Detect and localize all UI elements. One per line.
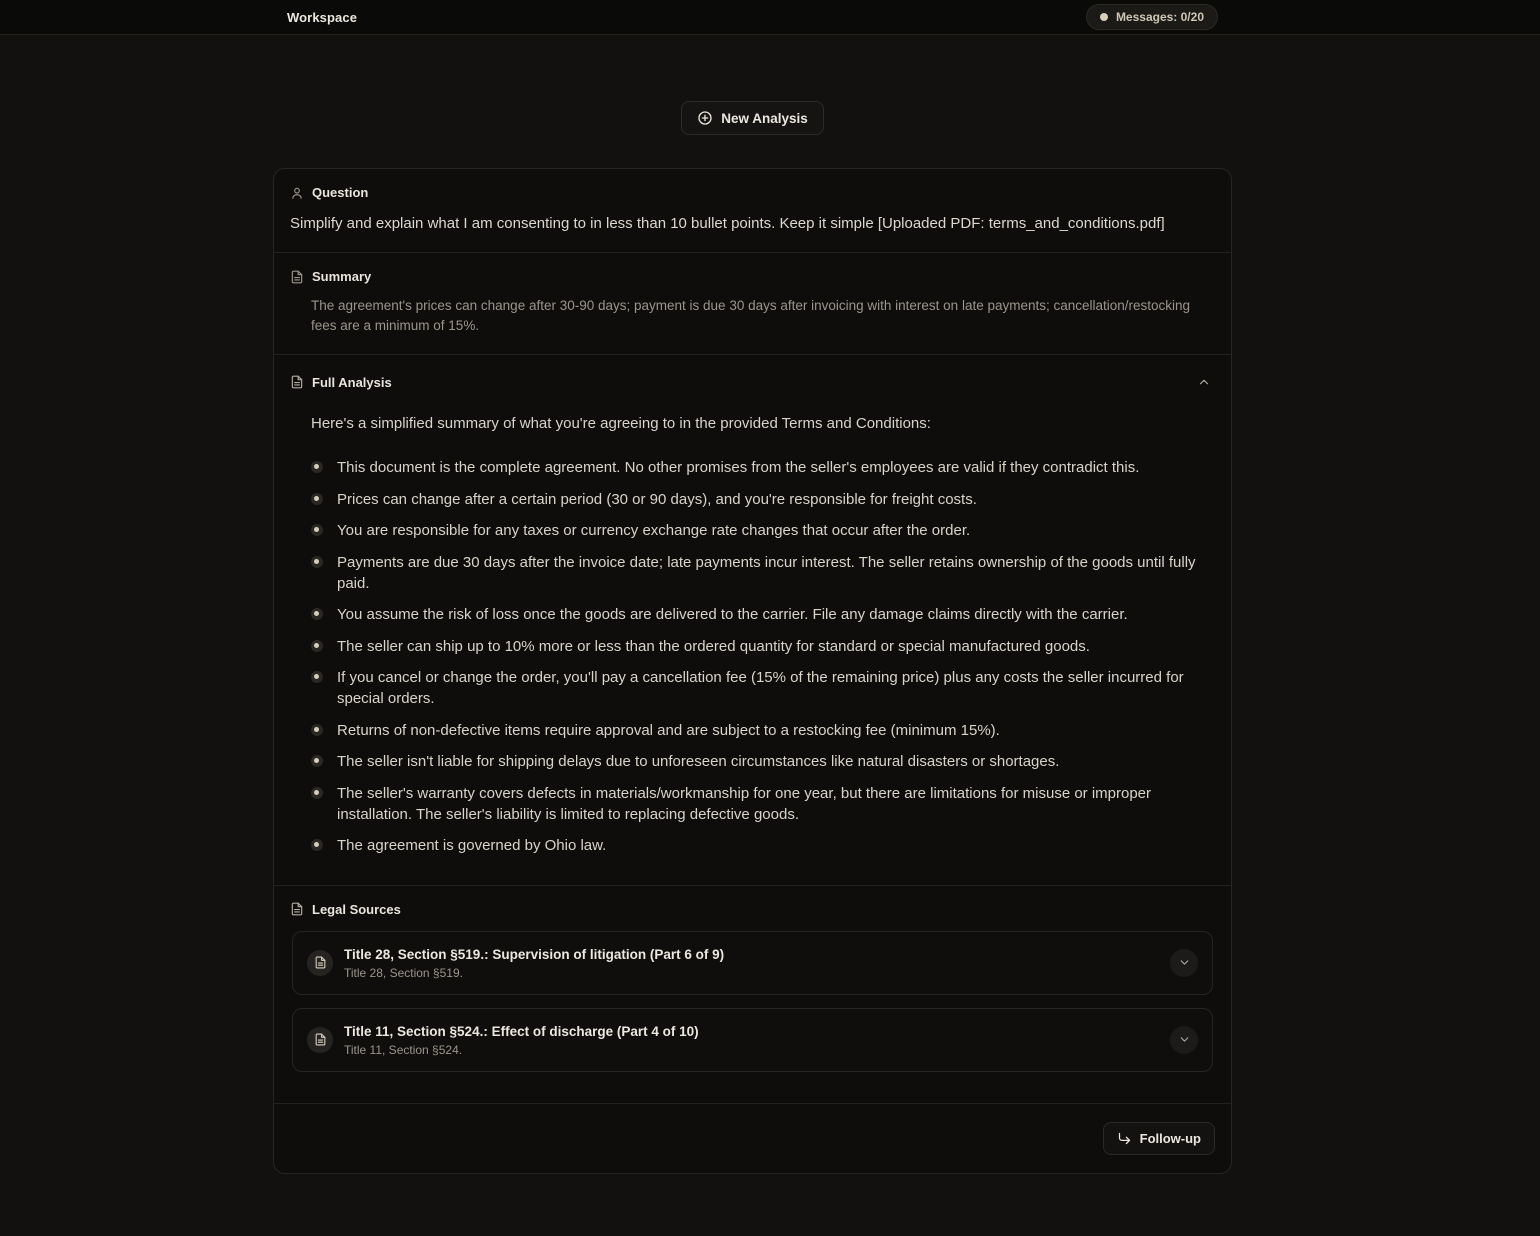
expand-source-button[interactable] <box>1170 949 1198 977</box>
question-label: Question <box>312 185 369 200</box>
top-bar-inner <box>273 4 1232 30</box>
full-analysis-header-row <box>290 371 1215 393</box>
bullet-marker-icon <box>311 640 323 652</box>
bullet-text: The seller's warranty covers defects in materials/workmanship for one year, but there are limitations for misuse or improper installation. The seller's liability is limited to replacing defective goods. <box>337 784 1152 823</box>
bullet-text: If you cancel or change the order, you'll pay a cancellation fee (15% of the remaining price) plus any costs the seller incurred for special orders. <box>337 669 1184 707</box>
full-analysis-section <box>274 354 1231 885</box>
bullet-text: The seller isn't liable for shipping delays due to unforeseen circumstances like natural disasters or shortages. <box>337 753 1060 770</box>
question-section <box>274 169 1231 252</box>
analysis-bullet-item <box>311 720 1213 741</box>
main-container <box>273 101 1232 1174</box>
plus-circle-icon <box>697 110 713 126</box>
analysis-bullet-item <box>311 520 1213 541</box>
file-text-icon <box>290 902 304 916</box>
legal-source-main <box>344 1023 1159 1057</box>
bullet-text: Returns of non-defective items require approval and are subject to a restocking fee (minimum 15%). <box>337 721 1000 739</box>
analysis-bullet-item <box>311 604 1213 625</box>
bullet-marker-icon <box>311 755 323 767</box>
document-icon <box>307 1027 333 1053</box>
chevron-down-icon <box>1178 1033 1191 1046</box>
document-icon <box>307 950 333 976</box>
bullet-marker-icon <box>311 671 323 683</box>
analysis-bullet-item <box>311 457 1213 478</box>
workspace-title: Workspace <box>287 9 358 25</box>
bullet-text: The agreement is governed by Ohio law. <box>337 837 607 854</box>
legal-sources-section <box>274 885 1231 1103</box>
summary-text: The agreement's prices can change after 30-90 days; payment is due 30 days after invoicing with interest on late payments; cancellation/restocking fees are a minimum of 15%. <box>311 298 1191 333</box>
legal-source-card[interactable] <box>292 1008 1213 1072</box>
expand-source-button[interactable] <box>1170 1026 1198 1054</box>
summary-label: Summary <box>312 269 372 284</box>
bullet-marker-icon <box>311 461 323 473</box>
legal-source-card[interactable] <box>292 931 1213 995</box>
new-analysis-wrap <box>273 101 1232 135</box>
analysis-bullet-list <box>311 457 1213 856</box>
file-text-icon <box>290 270 304 284</box>
question-header <box>290 185 1215 200</box>
bullet-text: This document is the complete agreement. No other promises from the seller's employees are valid if they contradict this. <box>337 459 1140 476</box>
full-analysis-header <box>290 375 392 390</box>
bullet-marker-icon <box>311 493 323 505</box>
chevron-down-icon <box>1178 956 1191 969</box>
bullet-marker-icon <box>311 839 323 851</box>
top-bar <box>0 0 1540 35</box>
messages-quota-badge <box>1086 4 1218 30</box>
bullet-text: You are responsible for any taxes or currency exchange rate changes that occur after the order. <box>337 522 971 539</box>
messages-quota-label: Messages: 0/20 <box>1115 10 1204 24</box>
analysis-bullet-item <box>311 636 1213 657</box>
follow-up-button[interactable] <box>1103 1122 1215 1155</box>
status-dot-icon <box>1100 13 1108 21</box>
bullet-text: The seller can ship up to 10% more or less than the ordered quantity for standard or special manufactured goods. <box>337 637 1090 655</box>
full-analysis-body <box>290 413 1215 856</box>
legal-source-title: Title 11, Section §524.: Effect of discharge (Part 4 of 10) <box>344 1023 699 1039</box>
bullet-text: Payments are due 30 days after the invoice date; late payments incur interest. The seller retains ownership of the goods until fully paid. <box>337 553 1196 592</box>
question-text: Simplify and explain what I am consenting to in less than 10 bullet points. Keep it simple [Uploaded PDF: terms_and_conditions.pdf] <box>290 215 1165 232</box>
follow-up-label: Follow-up <box>1139 1130 1201 1146</box>
legal-source-main <box>344 946 1159 980</box>
bullet-text: You assume the risk of loss once the goods are delivered to the carrier. File any damage claims directly with the carrier. <box>337 606 1128 623</box>
legal-source-subtitle: Title 28, Section §519. <box>344 965 463 980</box>
full-analysis-intro: Here's a simplified summary of what you're agreeing to in the provided Terms and Conditions: <box>311 415 931 432</box>
summary-section <box>274 252 1231 354</box>
legal-sources-label: Legal Sources <box>312 901 401 917</box>
bullet-text: Prices can change after a certain period (30 or 90 days), and you're responsible for freight costs. <box>337 490 977 508</box>
chevron-up-icon <box>1197 377 1211 392</box>
collapse-analysis-button[interactable] <box>1193 371 1215 393</box>
legal-source-subtitle: Title 11, Section §524. <box>344 1042 463 1057</box>
bullet-marker-icon <box>311 724 323 736</box>
bullet-marker-icon <box>311 608 323 620</box>
analysis-bullet-item <box>311 552 1213 594</box>
bullet-marker-icon <box>311 787 323 799</box>
user-icon <box>290 186 304 200</box>
legal-source-title: Title 28, Section §519.: Supervision of litigation (Part 6 of 9) <box>344 946 725 962</box>
analysis-card <box>273 168 1232 1174</box>
new-analysis-label: New Analysis <box>721 110 808 126</box>
analysis-bullet-item <box>311 667 1213 709</box>
legal-sources-header <box>290 902 1215 917</box>
card-footer <box>274 1103 1231 1173</box>
bullet-marker-icon <box>311 524 323 536</box>
analysis-bullet-item <box>311 835 1213 856</box>
summary-header <box>290 269 1215 284</box>
full-analysis-label: Full Analysis <box>312 374 392 390</box>
analysis-bullet-item <box>311 489 1213 510</box>
corner-down-right-arrow-icon <box>1117 1131 1132 1146</box>
bullet-marker-icon <box>311 556 323 568</box>
analysis-bullet-item <box>311 751 1213 772</box>
analysis-bullet-item <box>311 783 1213 825</box>
new-analysis-button[interactable] <box>681 101 824 135</box>
file-text-icon <box>290 375 304 389</box>
legal-sources-list <box>290 931 1215 1072</box>
